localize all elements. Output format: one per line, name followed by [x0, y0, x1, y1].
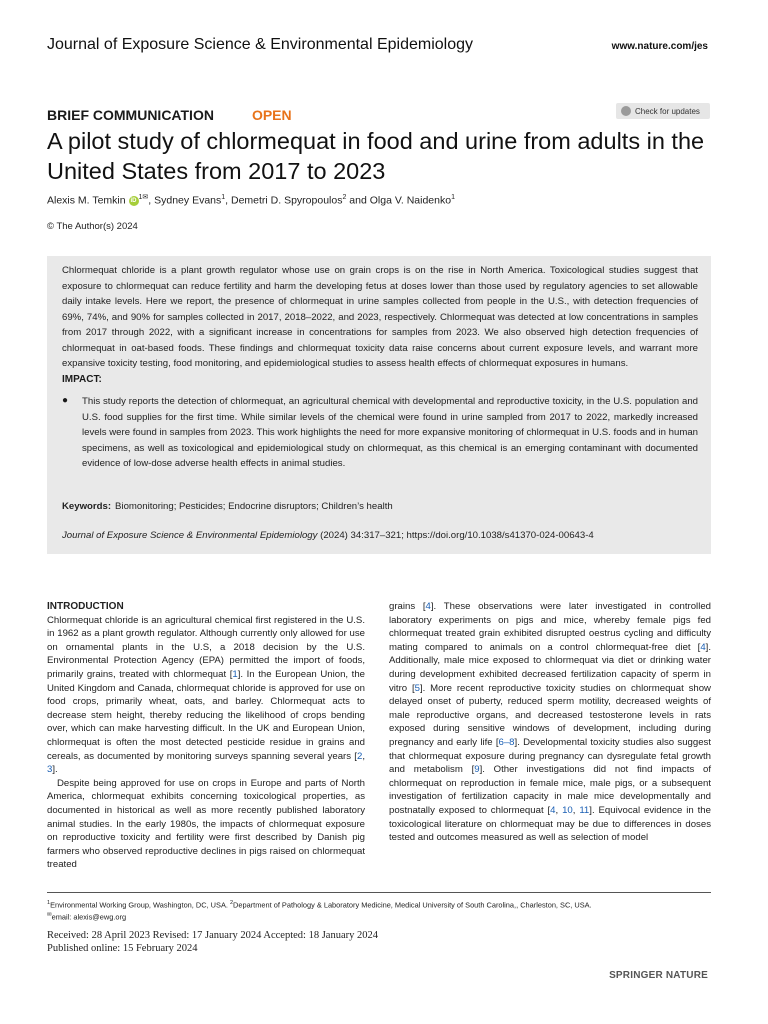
footnote-divider [47, 892, 711, 893]
reference-link[interactable]: 4 [550, 804, 556, 816]
reference-link[interactable]: 3 [47, 764, 53, 776]
reference-link[interactable]: 9 [474, 764, 480, 776]
open-access-label: OPEN [251, 107, 292, 123]
paragraph: Despite being approved for use on crops in Europe and parts of North America, chlormequat exhibits concerning toxicological properties, as documented in historical as well as more recently published laboratory animal studies. In the early 1980s, the impacts of chlormequat exposure on reproductive toxicity and fertility were first described by Danish pig farmers who observed reproductive declines in pigs raised on chlormequat treated [47, 777, 365, 871]
affiliations: $^1$Environmental Working Group, Washington, DC, USA. $^2$Department of Pathology & Laboratory Medicine, Medical University of South Carolina,, Charleston, SC, USA. [47, 900, 592, 910]
keywords-list: Biomonitoring; Pesticides; Endocrine disruptors; Children’s health [115, 501, 393, 512]
publication-dates [47, 929, 378, 955]
bullet-icon: ● [62, 395, 69, 406]
reference-link[interactable]: 4 [425, 601, 431, 612]
article-type: BRIEF COMMUNICATION [47, 107, 214, 123]
author-affiliation: 1 [221, 194, 226, 201]
footnotes [47, 898, 711, 923]
check-for-updates-button[interactable] [616, 103, 710, 119]
reference-link[interactable]: 11 [579, 804, 590, 816]
email-icon: ✉ [47, 912, 52, 919]
impact-heading: IMPACT: [62, 374, 102, 385]
author-name[interactable]: Sydney Evans [154, 194, 222, 207]
author-list: Alexis M. Temkin iD $^{1✉}$, Sydney Evans$^1$, Demetri D. Spyropoulos$^2$ and Olga V. Naidenko$^1$ [47, 194, 455, 207]
corresponding-email [47, 910, 711, 922]
reference-link[interactable]: 1 [232, 668, 238, 680]
journal-url-link[interactable]: www.nature.com/jes [611, 41, 708, 52]
author-name[interactable]: Olga V. Naidenko [369, 194, 452, 207]
orcid-icon[interactable]: iD [130, 197, 137, 204]
body-column-right [389, 600, 711, 845]
paragraph: Chlormequat chloride is an agricultural chemical first registered in the U.S. in 1962 as a plant growth regulator. Although currently only allowed for use on ornamental plants in the U.S, a 2018 decision by the U.S. Environmental Protection Agency (EPA) permitted the import of foods, primarily grains, treated with chlormequat [1]. In the European Union, the United Kingdom and Canada, chlormequat chloride is approved for use on food crops, primarily wheat, oats, and barley. Chlormequat acts to decrease stem height, thereby reducing the likelihood of crops bending over, which can make harvesting difficult. In the UK and European Union, chlormequat is often the most detected pesticide residue in grains and cereals, as documented by monitoring surveys spanning several years [2, 3]. [47, 614, 365, 776]
crossmark-icon [621, 106, 631, 116]
check-updates-label: Check for updates [635, 106, 700, 116]
reference-link[interactable]: 2 [356, 750, 363, 762]
received-dates: Received: 28 April 2023 Revised: 17 January 2024 Accepted: 18 January 2024 [47, 930, 378, 941]
reference-link[interactable]: 4 [700, 641, 706, 653]
keywords-label: Keywords: [62, 501, 112, 512]
email-link[interactable]: email: alexis@ewg.org [51, 912, 127, 922]
body-column-left [47, 600, 365, 872]
paragraph: grains [4]. These observations were later investigated in controlled laboratory experiments on pigs and mice, whereby female pigs fed chlormequat treated grain exhibited disrupted oestrus cycling and difficulty mating compared to animals on a control chlormequat-free diet [4]. Additionally, male mice exposed to chlormequat via diet or drinking water during development exhibited decreased fertilization capacity of sperm in vitro [5]. More recent reproductive toxicity studies on chlormequat show delayed onset of puberty, reduced sperm motility, decreased weights of male reproductive organs, and decreased testosterone levels in rats exposed during sensitive windows of development, including during pregnancy and early life [6–8]. Developmental toxicity studies also suggest that chlormequat exposure during pregnancy can dysregulate fetal growth and metabolism [9]. Other investigations did not find impacts of chlormequat on reproduction in female mice, male pigs, or a subsequent investigation of fertilization capacity in male mice developmentally and postnatally exposed to chlormequat [4, 10, 11]. Equivocal evidence in the toxicological literature on chlormequat may be due to differences in doses tested and outcomes measured as well as selection of model [389, 601, 711, 844]
impact-text: This study reports the detection of chlormequat, an agricultural chemical with developmental and reproductive toxicity, in the U.S. population and U.S. food supplies for the first time. While similar levels of the chemical were found in urine sampled from 2017 to 2022, markedly increased levels were found in samples from 2023. This work highlights the need for more expansive monitoring of chlormequat in U.S. foods and in human specimens, as well as toxicological and epidemiological study on chlormequat, as this chemical is an emerging contaminant with documented evidence of low-dose adverse health effects in animal studies. [82, 396, 698, 469]
published-date: Published online: 15 February 2024 [47, 943, 198, 954]
email-icon[interactable]: ✉ [142, 194, 149, 201]
publisher-logo: SPRINGER NATURE [609, 970, 708, 981]
citation-journal: Journal of Exposure Science & Environmental Epidemiology [62, 530, 318, 541]
author-name[interactable]: Alexis M. Temkin [47, 194, 126, 207]
reference-link[interactable]: 10 [562, 804, 573, 816]
reference-link[interactable]: 6–8 [498, 736, 515, 748]
author-affiliation: 1 [138, 194, 143, 201]
keywords [62, 501, 393, 512]
author-name[interactable]: Demetri D. Spyropoulos [231, 194, 343, 207]
abstract-text: Chlormequat chloride is a plant growth regulator whose use on grain crops is on the rise in North America. Toxicological studies suggest that exposure to chlormequat can reduce fertility and harm the developing fetus at doses lower than those used by regulatory agencies to set allowable daily intake levels. Here we report, the presence of chlormequat in urine samples collected from people in the U.S., with detection frequencies of 69%, 74%, and 90% for samples collected in 2017, 2018–2022, and 2023, respectively. Chlormequat was detected at low concentrations in samples from 2017 through 2022, with a significant increase in concentrations for samples from 2023. We also observed high detection frequencies of chlormequat in oat-based foods. These findings and chlormequat toxicity data raise concerns about current exposure levels, and warrant more expansive toxicity testing, food monitoring, and epidemiological studies to assess health effects of chlormequat exposures in humans. [62, 265, 698, 369]
reference-link[interactable]: 5 [414, 682, 420, 694]
citation-details[interactable]: (2024) 34:317–321; https://doi.org/10.1038/s41370-024-00643-4 [317, 530, 594, 541]
citation [62, 530, 594, 541]
journal-name: Journal of Exposure Science & Environmental Epidemiology [47, 36, 474, 53]
copyright-notice: © The Author(s) 2024 [47, 221, 138, 232]
author-affiliation: 2 [342, 194, 347, 201]
section-heading: INTRODUCTION [47, 601, 124, 612]
article-title: A pilot study of chlormequat in food and urine from adults in the United States from 2017 to 2023 [47, 128, 705, 184]
article-type-row [47, 107, 292, 123]
author-affiliation: 1 [451, 194, 455, 201]
